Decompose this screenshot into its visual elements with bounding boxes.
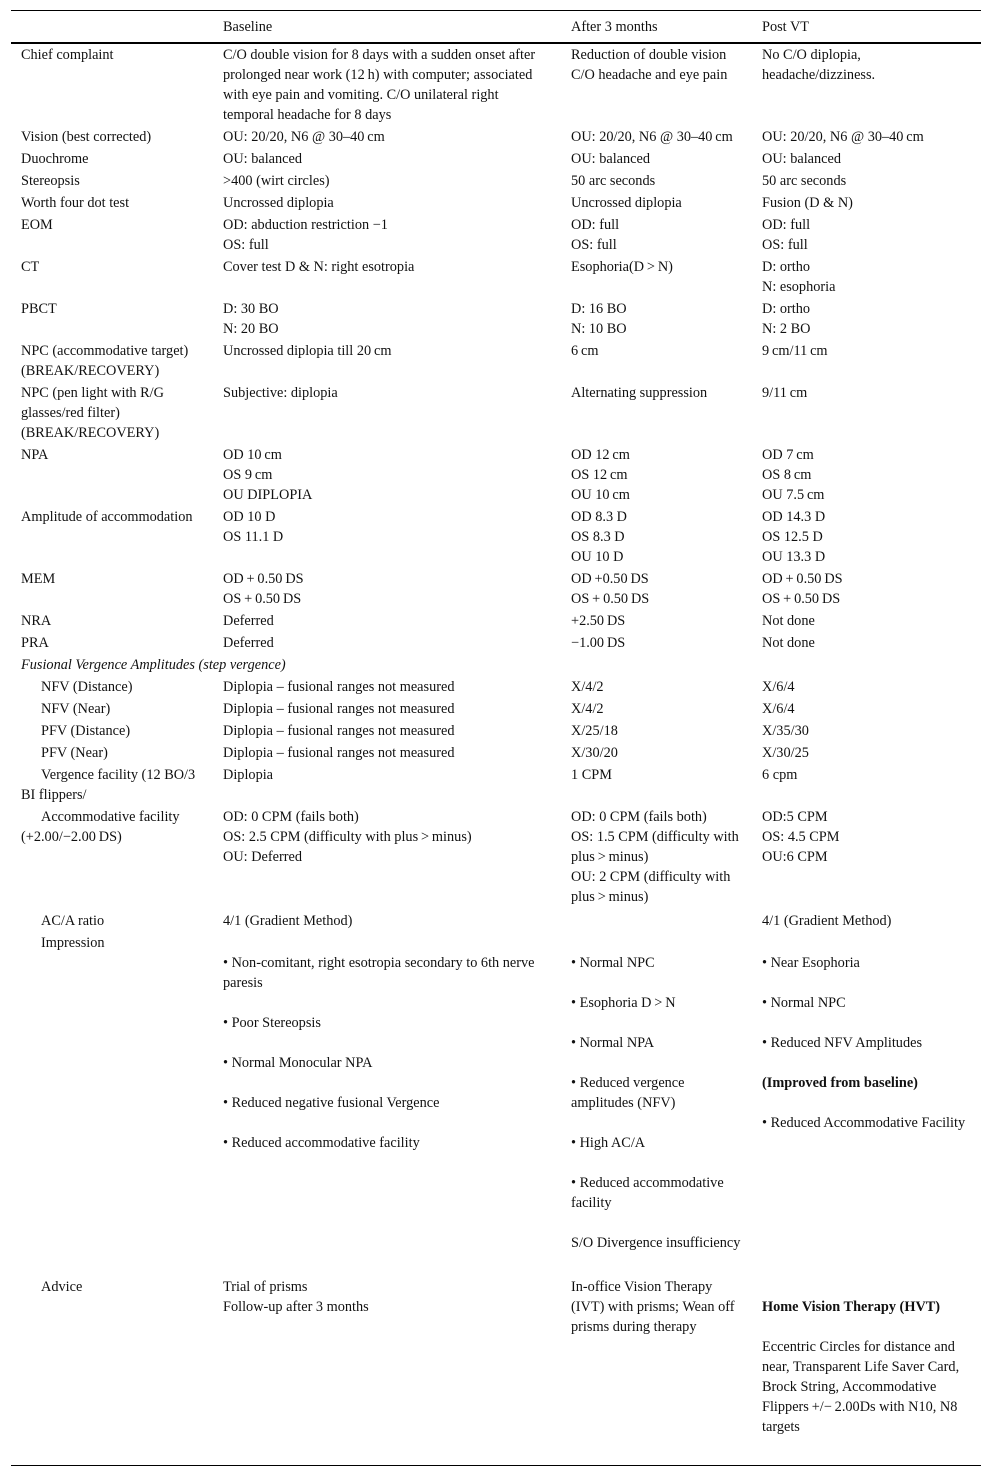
cell-after-3-months <box>561 908 752 932</box>
row-label-text: Vergence facility (12 BO/3 BI flippers/ <box>21 767 196 803</box>
impression-item: • High AC/A <box>571 1135 646 1151</box>
impression-item: • Normal NPA <box>571 1035 655 1051</box>
cell-baseline: Diplopia <box>223 767 274 783</box>
row-nfv-distance <box>11 676 981 698</box>
row-nra <box>11 610 981 632</box>
cell-after-3-months: −1.00 DS <box>571 635 626 651</box>
row-ac-a-ratio <box>11 908 981 932</box>
cell-after-3-months: Esophoria(D > N) <box>571 259 673 275</box>
cell-after-3-months: OD +0.50 DS OS + 0.50 DS <box>571 571 650 607</box>
row-ct <box>11 256 981 298</box>
advice-text: Eccentric Circles for distance and near, Transparent Life Saver Card, Brock String, Accommodative Flippers +/− 2.00Ds with N10, N8 targets <box>762 1339 960 1435</box>
cell-after-3-months: OD 8.3 D OS 8.3 D OU 10 D <box>571 509 627 565</box>
cell-post-vt: Fusion (D & N) <box>762 195 853 211</box>
row-label: PRA <box>21 635 49 651</box>
cell-baseline: OD 10 cm OS 9 cm OU DIPLOPIA <box>223 447 313 503</box>
cell-after-3-months: OU: balanced <box>571 151 650 167</box>
impression-item: • Near Esophoria <box>762 955 860 971</box>
cell-post-vt: OD 7 cm OS 8 cm OU 7.5 cm <box>762 447 825 503</box>
row-duochrome <box>11 148 981 170</box>
row-label: PBCT <box>21 301 57 317</box>
cell-baseline: Deferred <box>223 613 274 629</box>
cell-post-vt <box>752 1274 981 1466</box>
row-section-fusional-vergence <box>11 654 981 676</box>
cell-post-vt: 6 cpm <box>762 767 798 783</box>
row-label-text: Accommodative facility (+2.00/−2.00 DS) <box>21 809 180 845</box>
cell-post-vt: OD 14.3 D OS 12.5 D OU 13.3 D <box>762 509 826 565</box>
cell-post-vt: No C/O diplopia, headache/dizziness. <box>762 47 876 83</box>
row-label: Stereopsis <box>21 173 80 189</box>
row-stereopsis <box>11 170 981 192</box>
impression-item: • Poor Stereopsis <box>223 1015 321 1031</box>
row-label: Worth four dot test <box>21 195 130 211</box>
row-label: NPC (accommodative target) (BREAK/RECOVERY) <box>21 343 189 379</box>
cell-baseline: OU: balanced <box>223 151 302 167</box>
cell-after-3-months: 50 arc seconds <box>571 173 656 189</box>
cell-baseline: Deferred <box>223 635 274 651</box>
clinical-findings-table-container <box>11 10 981 1466</box>
row-pfv-distance <box>11 720 981 742</box>
cell-baseline: D: 30 BO N: 20 BO <box>223 301 279 337</box>
row-vergence-facility <box>11 764 981 806</box>
cell-baseline: OD: 0 CPM (fails both) OS: 2.5 CPM (difficulty with plus > minus) OU: Deferred <box>223 809 472 865</box>
cell-after-3-months: +2.50 DS <box>571 613 626 629</box>
cell-baseline: Diplopia – fusional ranges not measured <box>223 745 455 761</box>
table-header <box>11 11 981 44</box>
row-label: NFV (Near) <box>41 701 111 717</box>
row-pra <box>11 632 981 654</box>
cell-baseline: Diplopia – fusional ranges not measured <box>223 723 455 739</box>
row-vision <box>11 126 981 148</box>
row-label: MEM <box>21 571 56 587</box>
cell-baseline: Uncrossed diplopia <box>223 195 334 211</box>
cell-baseline: OD 10 D OS 11.1 D <box>223 509 284 545</box>
row-label: NPA <box>21 447 49 463</box>
row-amplitude-accommodation <box>11 506 981 568</box>
cell-post-vt <box>752 932 981 1274</box>
impression-item: • Reduced accommodative facility <box>571 1175 724 1211</box>
impression-item: • Esophoria D > N <box>571 995 676 1011</box>
impression-item: • Reduced Accommodative Facility <box>762 1115 966 1131</box>
header-baseline: Baseline <box>223 18 273 35</box>
row-worth-four-dot <box>11 192 981 214</box>
row-label: Vision (best corrected) <box>21 129 152 145</box>
clinical-findings-table <box>11 10 981 1466</box>
cell-baseline: Diplopia – fusional ranges not measured <box>223 701 455 717</box>
row-label: AC/A ratio <box>41 913 105 929</box>
cell-after-3-months: 1 CPM <box>571 767 612 783</box>
cell-post-vt: X/35/30 <box>762 723 809 739</box>
cell-baseline <box>213 932 561 1274</box>
cell-after-3-months: X/30/20 <box>571 745 618 761</box>
row-label: NPC (pen light with R/G glasses/red filter) (BREAK/RECOVERY) <box>21 385 164 441</box>
cell-baseline: C/O double vision for 8 days with a sudden onset after prolonged near work (12 h) with computer; associated with eye pain and vomiting. C/O unilateral right temporal headache for 8 days <box>223 47 536 123</box>
impression-item: S/O Divergence insufficiency <box>571 1235 741 1251</box>
cell-after-3-months: Reduction of double vision C/O headache and eye pain <box>571 47 728 83</box>
cell-after-3-months: 6 cm <box>571 343 599 359</box>
cell-baseline: OD: abduction restriction −1 OS: full <box>223 217 388 253</box>
row-label: Impression <box>41 935 105 951</box>
cell-post-vt: 50 arc seconds <box>762 173 847 189</box>
cell-post-vt: D: ortho N: 2 BO <box>762 301 811 337</box>
cell-baseline: Trial of prisms Follow-up after 3 months <box>213 1274 561 1466</box>
header-post-vt: Post VT <box>762 18 810 35</box>
cell-after-3-months: Alternating suppression <box>571 385 708 401</box>
table-body <box>11 43 981 1466</box>
cell-post-vt: OD: full OS: full <box>762 217 811 253</box>
header-after-3-months: After 3 months <box>571 18 658 35</box>
advice-heading: Home Vision Therapy (HVT) <box>762 1299 941 1315</box>
cell-post-vt: X/30/25 <box>762 745 809 761</box>
cell-after-3-months: X/4/2 <box>571 679 604 695</box>
section-title: Fusional Vergence Amplitudes (step vergence) <box>21 657 286 673</box>
cell-after-3-months: X/25/18 <box>571 723 618 739</box>
row-label: EOM <box>21 217 53 233</box>
cell-post-vt: X/6/4 <box>762 701 795 717</box>
cell-baseline: Cover test D & N: right esotropia <box>223 259 415 275</box>
row-accommodative-facility <box>11 806 981 908</box>
cell-post-vt: D: ortho N: esophoria <box>762 259 836 295</box>
cell-after-3-months <box>561 932 752 1274</box>
cell-after-3-months: Uncrossed diplopia <box>571 195 682 211</box>
row-npc-pen-light <box>11 382 981 444</box>
row-label: CT <box>21 259 40 275</box>
row-eom <box>11 214 981 256</box>
impression-item: • Non-comitant, right esotropia secondary to 6th nerve paresis <box>223 955 535 991</box>
cell-baseline: Uncrossed diplopia till 20 cm <box>223 343 392 359</box>
row-label: NRA <box>21 613 52 629</box>
cell-post-vt: OU: 20/20, N6 @ 30–40 cm <box>762 129 924 145</box>
impression-item: • Reduced vergence amplitudes (NFV) <box>571 1075 685 1111</box>
cell-after-3-months: D: 16 BO N: 10 BO <box>571 301 627 337</box>
row-pfv-near <box>11 742 981 764</box>
header-row <box>11 11 981 44</box>
cell-after-3-months: OD 12 cm OS 12 cm OU 10 cm <box>571 447 630 503</box>
cell-after-3-months: OD: 0 CPM (fails both) OS: 1.5 CPM (difficulty with plus > minus) OU: 2 CPM (difficulty with plus > minus) <box>571 809 739 905</box>
row-label: NFV (Distance) <box>41 679 133 695</box>
row-label: Duochrome <box>21 151 89 167</box>
row-label <box>11 764 213 806</box>
cell-post-vt: 4/1 (Gradient Method) <box>762 913 892 929</box>
impression-item: • Normal NPC <box>762 995 846 1011</box>
row-impression <box>11 932 981 1274</box>
row-pbct <box>11 298 981 340</box>
cell-after-3-months: In-office Vision Therapy (IVT) with prisms; Wean off prisms during therapy <box>561 1274 752 1466</box>
row-label: PFV (Near) <box>41 745 108 761</box>
impression-item: • Normal Monocular NPA <box>223 1055 373 1071</box>
impression-item: • Reduced NFV Amplitudes <box>762 1035 923 1051</box>
cell-post-vt: Not done <box>762 613 815 629</box>
cell-baseline: 4/1 (Gradient Method) <box>223 913 353 929</box>
cell-baseline: OU: 20/20, N6 @ 30–40 cm <box>223 129 385 145</box>
cell-post-vt: OD:5 CPM OS: 4.5 CPM OU:6 CPM <box>762 809 840 865</box>
cell-after-3-months: OU: 20/20, N6 @ 30–40 cm <box>571 129 733 145</box>
cell-post-vt: Not done <box>762 635 815 651</box>
row-mem <box>11 568 981 610</box>
cell-post-vt: X/6/4 <box>762 679 795 695</box>
impression-item: • Normal NPC <box>571 955 655 971</box>
row-advice <box>11 1274 981 1466</box>
row-label: Chief complaint <box>21 47 114 63</box>
cell-baseline: Subjective: diplopia <box>223 385 338 401</box>
cell-baseline: Diplopia – fusional ranges not measured <box>223 679 455 695</box>
row-label: Advice <box>11 1274 213 1466</box>
row-label: PFV (Distance) <box>41 723 131 739</box>
row-npc-accommodative <box>11 340 981 382</box>
cell-baseline: OD + 0.50 DS OS + 0.50 DS <box>223 571 304 607</box>
impression-item: • Reduced negative fusional Vergence <box>223 1095 440 1111</box>
impression-item: • Reduced accommodative facility <box>223 1135 420 1151</box>
cell-after-3-months: OD: full OS: full <box>571 217 620 253</box>
cell-after-3-months: X/4/2 <box>571 701 604 717</box>
cell-post-vt: OD + 0.50 DS OS + 0.50 DS <box>762 571 843 607</box>
row-label <box>11 806 213 908</box>
row-chief-complaint <box>11 43 981 126</box>
cell-post-vt: OU: balanced <box>762 151 841 167</box>
cell-baseline: >400 (wirt circles) <box>223 173 330 189</box>
row-nfv-near <box>11 698 981 720</box>
row-label: Amplitude of accommodation <box>21 509 193 525</box>
header-blank <box>11 11 213 44</box>
row-npa <box>11 444 981 506</box>
cell-post-vt: 9/11 cm <box>762 385 808 401</box>
cell-post-vt: 9 cm/11 cm <box>762 343 828 359</box>
impression-emphasis: (Improved from baseline) <box>762 1075 918 1091</box>
